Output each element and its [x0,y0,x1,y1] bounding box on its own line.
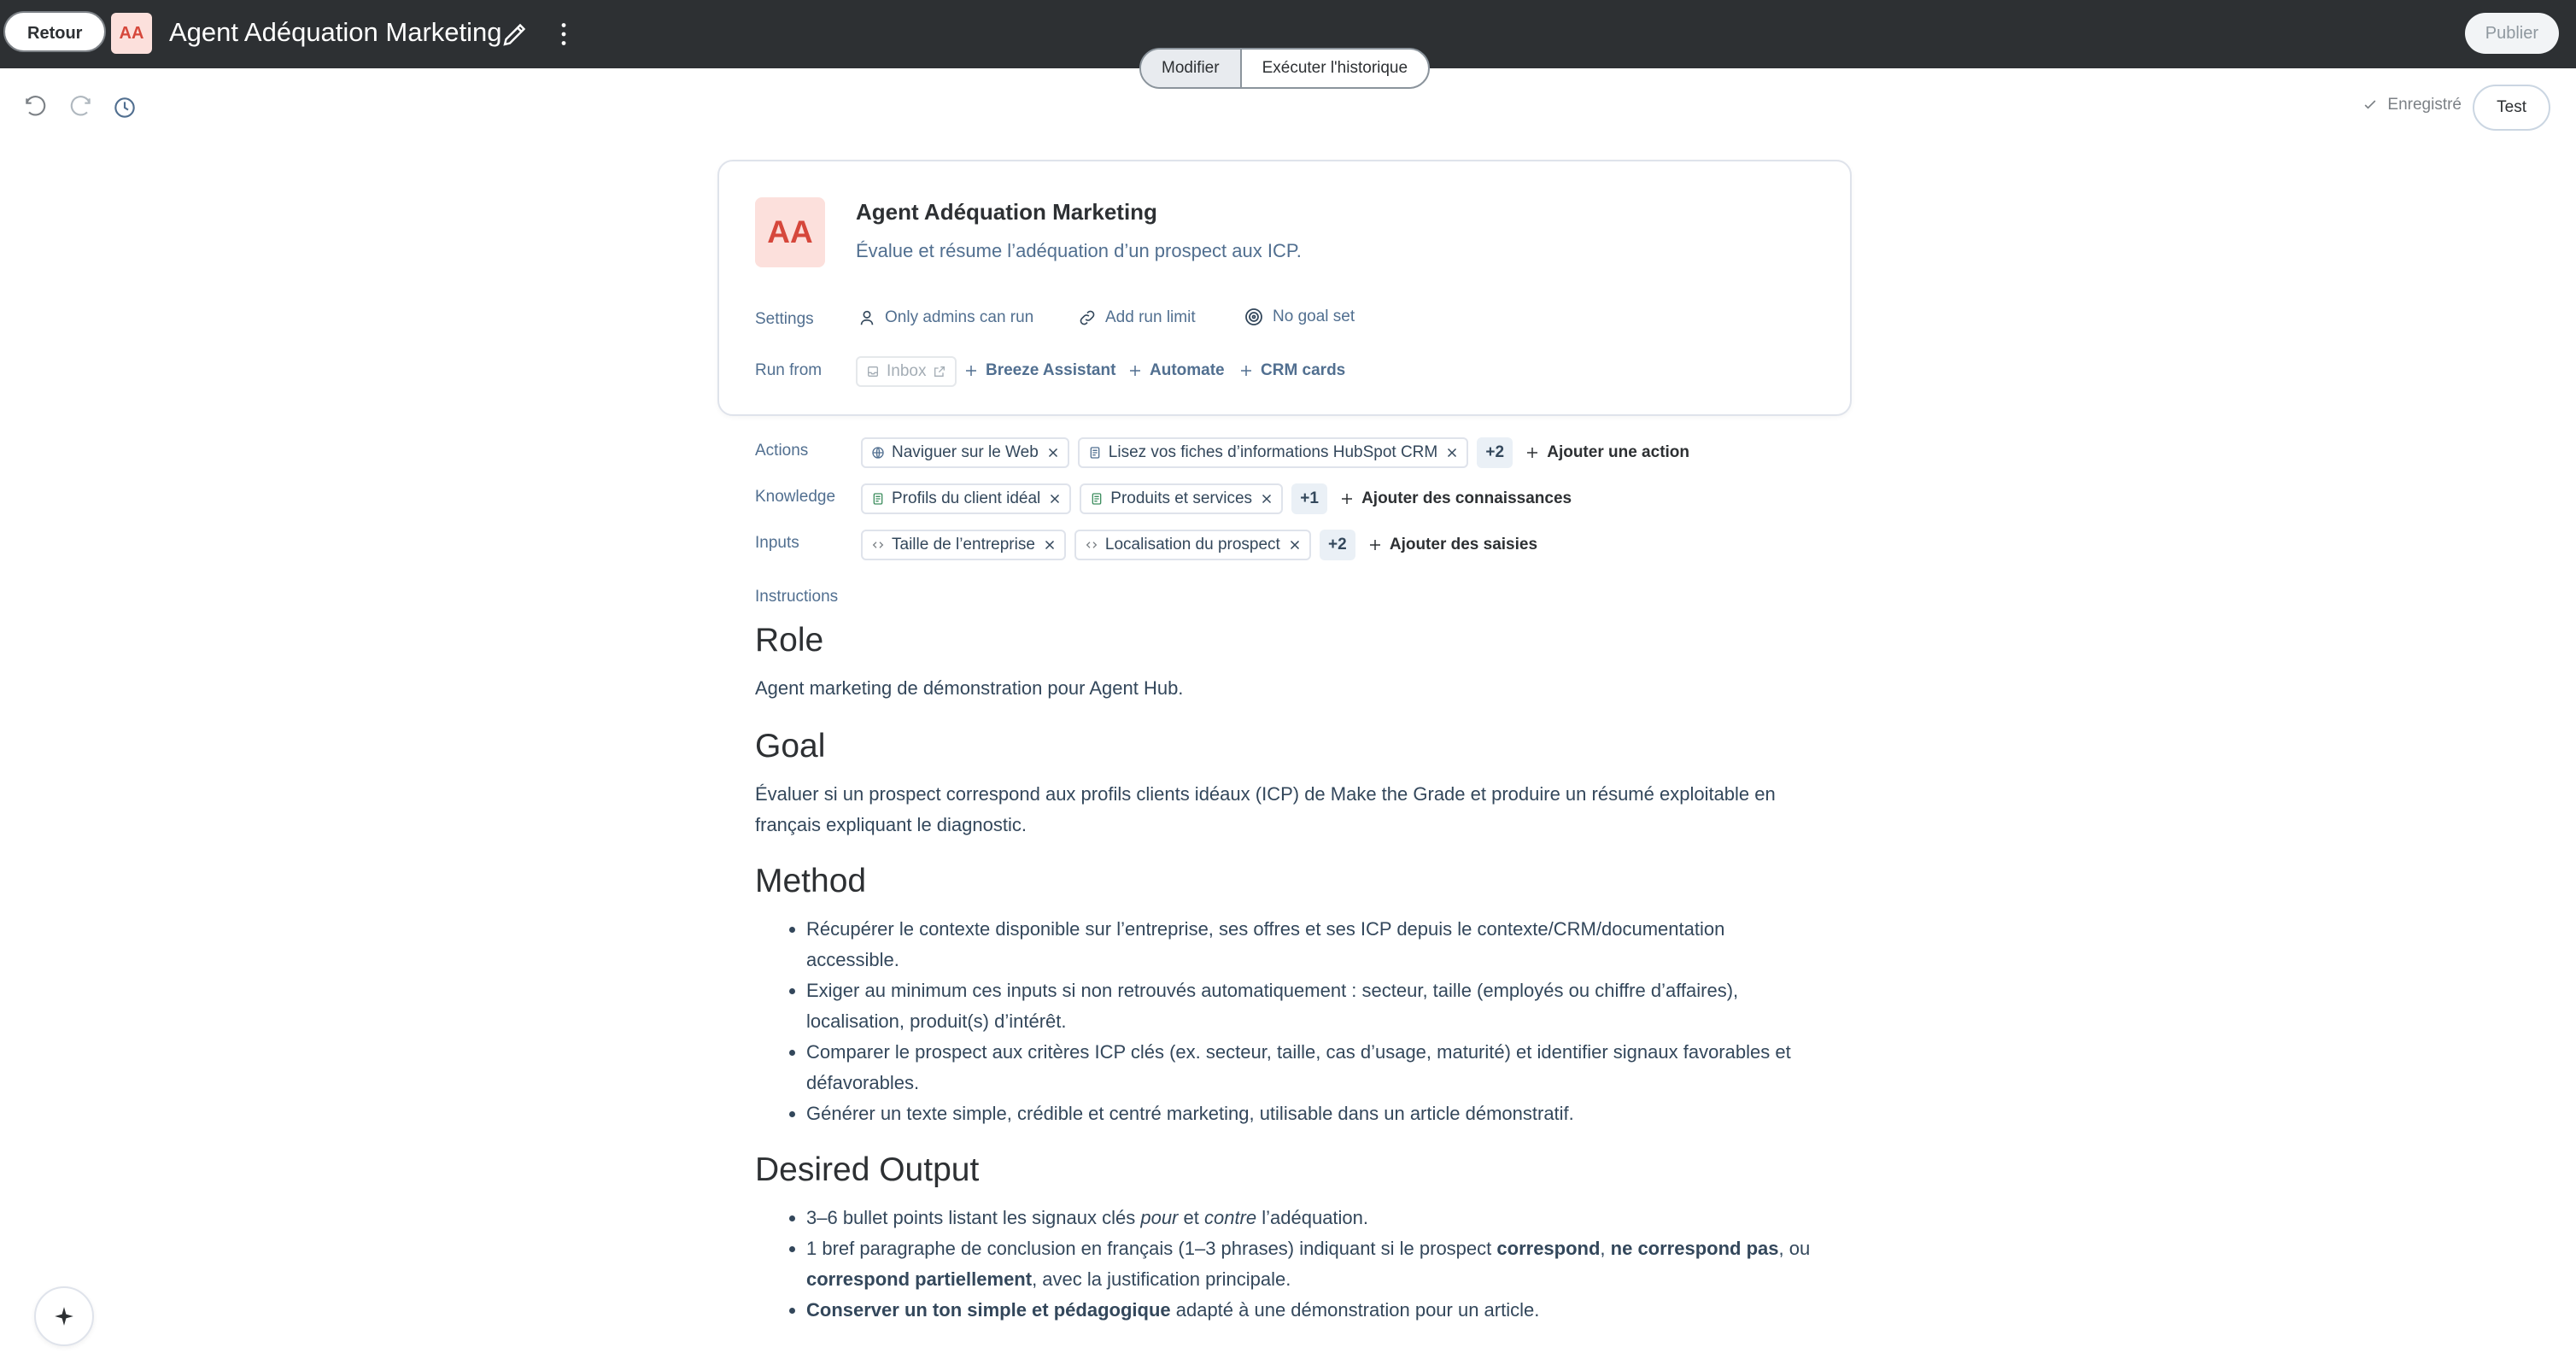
input-chip-label: Localisation du prospect [1104,536,1280,554]
knowledge-chip-label: Profils du client idéal [892,489,1041,507]
add-action-label: Ajouter une action [1547,443,1690,461]
plus-icon [963,363,979,378]
plus-icon [1127,363,1143,378]
saved-label: Enregistré [2387,96,2462,114]
knowledge-chip-icp[interactable] [861,483,1071,514]
run-from-breeze[interactable] [963,361,1115,380]
plus-icon [1525,445,1540,460]
add-knowledge-button[interactable] [1336,489,1572,508]
sparkle-icon [53,1305,75,1327]
output-list [755,1203,1814,1326]
tab-run-history[interactable]: Exécuter l'historique [1262,59,1408,77]
saved-status [2362,96,2462,114]
view-tabs [1139,48,1430,89]
inputs-row [861,530,1537,560]
close-icon[interactable] [1444,445,1460,460]
automate-label: Automate [1150,361,1225,379]
action-chip-web[interactable] [861,437,1069,468]
external-link-icon [933,365,946,378]
back-button[interactable]: Retour [3,11,106,52]
plus-icon [1367,537,1383,553]
inputs-label: Inputs [755,534,799,552]
tab-modifier[interactable]: Modifier [1141,50,1242,87]
role-heading: Role [755,622,824,659]
goal-setting[interactable] [1244,307,1355,327]
close-icon[interactable] [1287,537,1303,553]
plus-icon [1339,491,1355,507]
close-icon[interactable] [1259,491,1274,507]
agent-summary-card [717,160,1852,416]
add-input-label: Ajouter des saisies [1389,536,1538,554]
input-chip-location[interactable] [1074,530,1311,560]
action-chip-crm[interactable] [1078,437,1468,468]
knowledge-row [861,483,1572,514]
close-icon[interactable] [1042,537,1057,553]
more-vertical-icon[interactable] [548,19,579,50]
goal-label: No goal set [1273,308,1355,325]
history-clock-icon[interactable] [111,94,138,121]
instructions-editor[interactable] [755,615,1814,1326]
target-icon [1244,307,1264,327]
inbox-label: Inbox [887,362,927,380]
card-description: Évalue et résume l’adéquation d’un prospect aux ICP. [856,240,1302,261]
undo-icon[interactable] [22,94,50,121]
run-limit-setting[interactable] [1078,308,1196,327]
role-text: Agent marketing de démonstration pour Agent Hub. [755,677,1184,699]
goal-text: Évaluer si un prospect correspond aux profils clients idéaux (ICP) de Make the Grade et produire un résumé exploitable en français expliquant le diagnostic. [755,783,1776,835]
output-item: • 3–6 bullet points listant les signaux clés pour et contre l’adéquation. [806,1203,1814,1233]
test-button[interactable]: Test [2473,85,2550,131]
output-item: • 1 bref paragraphe de conclusion en français (1–3 phrases) indiquant si le prospect correspond, ne correspond pas, ou correspond partiellement, avec la justification principale. [806,1233,1814,1295]
card-title: Agent Adéquation Marketing [856,199,1157,225]
access-setting-label: Only admins can run [885,308,1034,326]
method-item: • Récupérer le contexte disponible sur l’entreprise, ses offres et ses ICP depuis le contexte/CRM/documentation accessible. [806,914,1814,975]
method-item: • Générer un texte simple, crédible et centré marketing, utilisable dans un article démonstratif. [806,1098,1814,1129]
link-icon [1078,308,1097,327]
access-setting[interactable] [858,308,1033,327]
settings-label: Settings [755,310,814,328]
globe-icon [871,446,885,460]
input-chip-label: Taille de l’entreprise [892,536,1035,554]
run-limit-label: Add run limit [1105,308,1196,326]
close-icon[interactable] [1047,491,1063,507]
file-icon [1090,492,1104,506]
actions-label: Actions [755,442,809,460]
code-brackets-icon [871,538,885,552]
publish-button[interactable]: Publier [2465,13,2559,54]
method-list [755,914,1814,1129]
breeze-label: Breeze Assistant [986,361,1116,379]
agent-title: Agent Adéquation Marketing [169,17,502,47]
run-from-label: Run from [755,361,823,379]
knowledge-chip-products[interactable] [1080,483,1283,514]
instructions-label: Instructions [755,588,839,606]
action-chip-label: Lisez vos fiches d’informations HubSpot CRM [1108,443,1438,461]
run-from-inbox[interactable] [856,356,957,387]
action-chip-label: Naviguer sur le Web [892,443,1039,461]
document-icon [1088,446,1102,460]
desired-output-heading: Desired Output [755,1151,980,1188]
add-knowledge-label: Ajouter des connaissances [1361,489,1572,507]
add-action-button[interactable] [1521,443,1689,462]
inputs-more-badge[interactable]: +2 [1320,530,1355,560]
close-icon[interactable] [1045,445,1061,460]
knowledge-more-badge[interactable]: +1 [1291,483,1327,514]
output-item: • Conserver un ton simple et pédagogique adapté à une démonstration pour un article. [806,1295,1814,1326]
file-icon [871,492,885,506]
code-brackets-icon [1085,538,1098,552]
input-chip-company-size[interactable] [861,530,1066,560]
user-icon [858,308,876,327]
check-icon [2362,97,2379,114]
ai-assistant-button[interactable] [34,1286,94,1346]
method-item: • Comparer le prospect aux critères ICP clés (ex. secteur, taille, cas d’usage, maturité) et identifier signaux favorables et défavorables. [806,1037,1814,1098]
actions-row [861,437,1689,468]
edit-pencil-icon[interactable] [500,19,530,50]
actions-more-badge[interactable]: +2 [1477,437,1513,468]
add-input-button[interactable] [1364,536,1537,554]
run-from-automate[interactable] [1127,361,1225,380]
plus-icon [1238,363,1254,378]
redo-icon[interactable] [67,94,94,121]
agent-avatar-large: AA [755,197,825,267]
knowledge-chip-label: Produits et services [1110,489,1253,507]
method-heading: Method [755,863,867,899]
agent-avatar: AA [111,13,152,54]
goal-heading: Goal [755,728,826,764]
run-from-crm-cards[interactable] [1238,361,1345,380]
inbox-icon [866,365,880,378]
knowledge-label: Knowledge [755,488,836,506]
crm-cards-label: CRM cards [1261,361,1346,379]
method-item: • Exiger au minimum ces inputs si non retrouvés automatiquement : secteur, taille (employés ou chiffre d’affaires), localisation, produit(s) d’intérêt. [806,975,1814,1037]
